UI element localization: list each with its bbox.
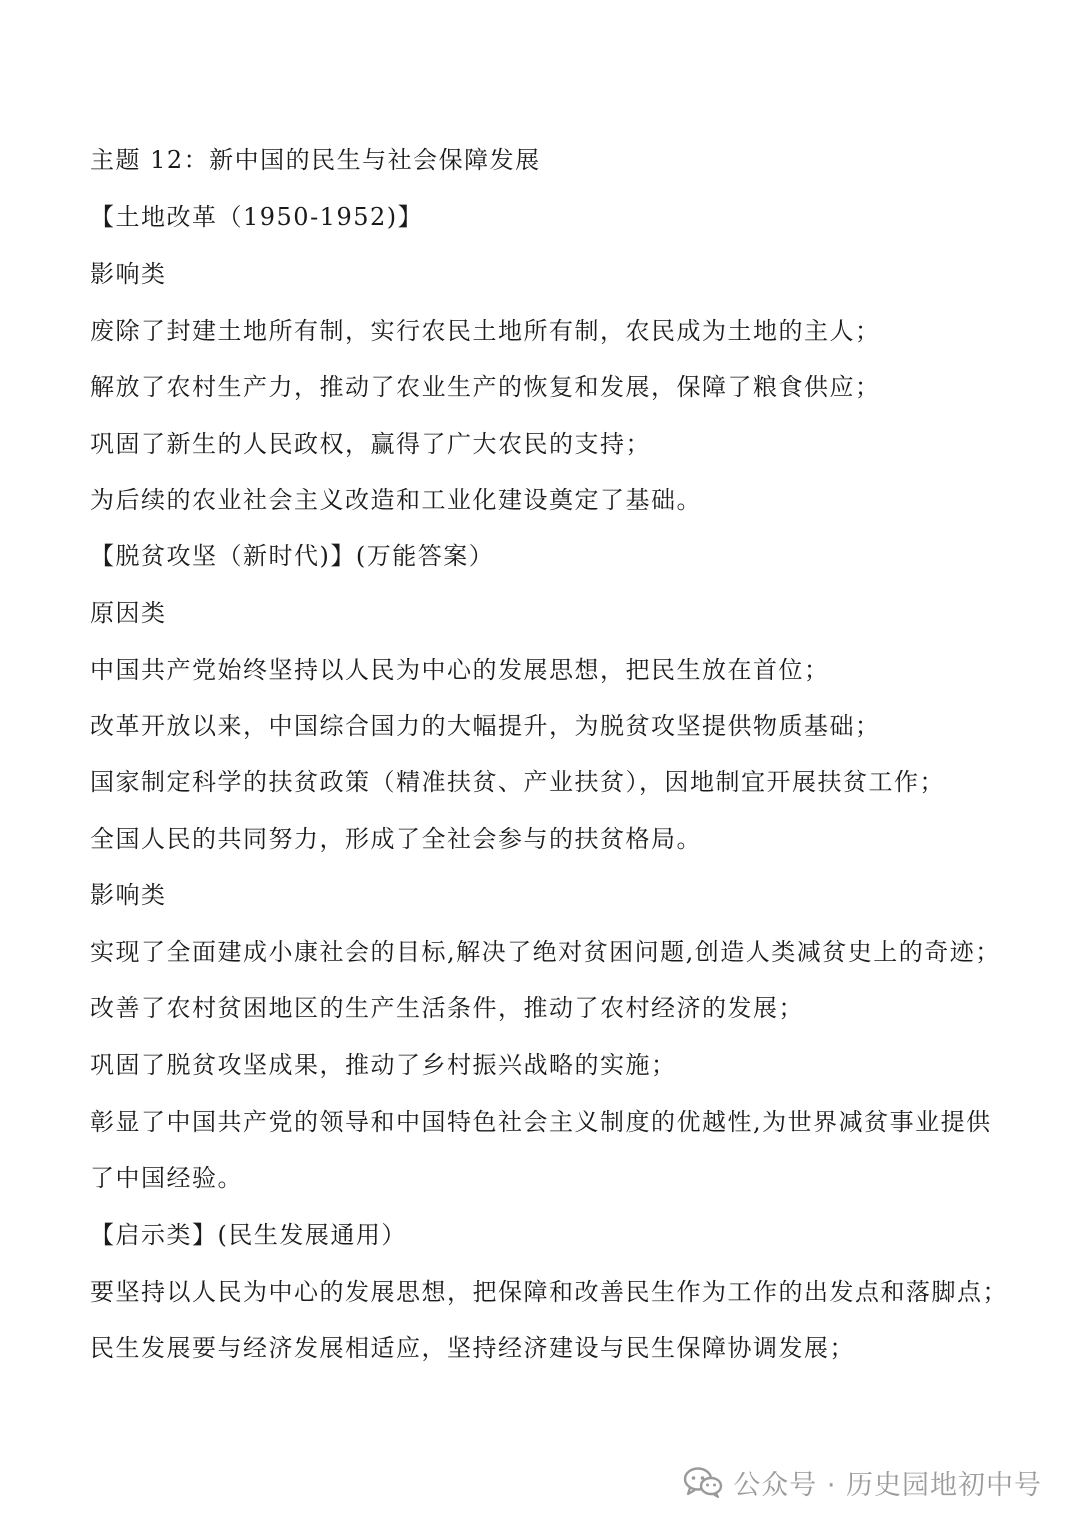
category-label: 影响类 xyxy=(90,881,167,909)
list-item: 全国人民的共同努力，形成了全社会参与的扶贫格局。 xyxy=(90,825,702,853)
list-item: 实现了全面建成小康社会的目标,解决了绝对贫困问题,创造人类减贫史上的奇迹； xyxy=(90,938,1001,966)
wechat-icon xyxy=(683,1466,723,1498)
list-item: 废除了封建土地所有制，实行农民土地所有制，农民成为土地的主人； xyxy=(90,317,881,345)
section-heading-lessons: 【启示类】(民生发展通用） xyxy=(90,1221,407,1249)
list-item: 巩固了脱贫攻坚成果，推动了乡村振兴战略的实施； xyxy=(90,1051,677,1079)
list-item: 解放了农村生产力，推动了农业生产的恢复和发展，保障了粮食供应； xyxy=(90,373,881,401)
category-label: 影响类 xyxy=(90,260,167,288)
watermark-text: 公众号 · 历史园地初中号 xyxy=(733,1469,1042,1501)
list-item: 改革开放以来，中国综合国力的大幅提升，为脱贫攻坚提供物质基础； xyxy=(90,712,881,740)
section-heading-land-reform: 【土地改革（1950-1952)】 xyxy=(90,203,424,231)
list-item: 国家制定科学的扶贫政策（精准扶贫、产业扶贫），因地制宜开展扶贫工作； xyxy=(90,768,945,796)
list-item: 为后续的农业社会主义改造和工业化建设奠定了基础。 xyxy=(90,486,702,514)
list-item: 改善了农村贫困地区的生产生活条件，推动了农村经济的发展； xyxy=(90,994,804,1022)
list-item: 要坚持以人民为中心的发展思想，把保障和改善民生作为工作的出发点和落脚点； xyxy=(90,1278,1008,1306)
list-item: 民生发展要与经济发展相适应，坚持经济建设与民生保障协调发展； xyxy=(90,1334,855,1362)
watermark xyxy=(683,1462,1042,1502)
list-item: 彰显了中国共产党的领导和中国特色社会主义制度的优越性,为世界减贫事业提供 xyxy=(90,1108,992,1136)
category-label: 原因类 xyxy=(90,599,167,627)
list-item-continuation: 了中国经验。 xyxy=(90,1164,243,1192)
section-heading-poverty: 【脱贫攻坚（新时代)】(万能答案） xyxy=(90,542,495,570)
list-item: 巩固了新生的人民政权，赢得了广大农民的支持； xyxy=(90,430,651,458)
page-title: 主题 12：新中国的民生与社会保障发展 xyxy=(90,146,541,174)
list-item: 中国共产党始终坚持以人民为中心的发展思想，把民生放在首位； xyxy=(90,656,830,684)
